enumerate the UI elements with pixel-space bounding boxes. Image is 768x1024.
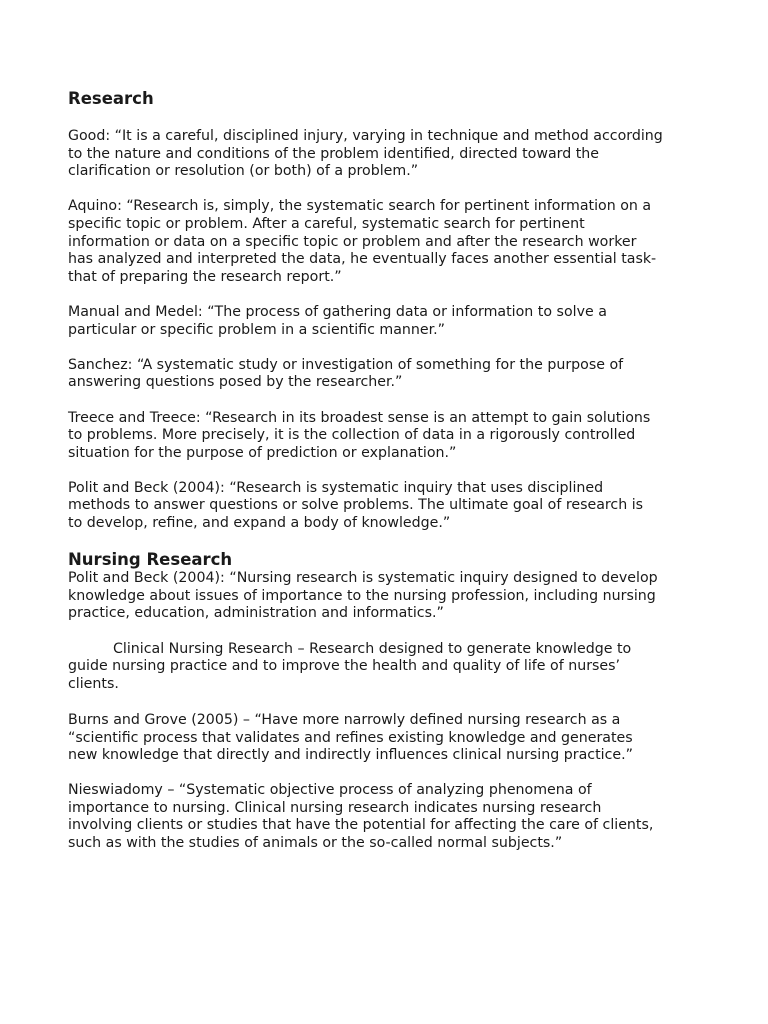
section-heading-nursing-research: Nursing Research <box>68 550 233 570</box>
definition-aquino <box>68 198 708 286</box>
text-line: has analyzed and interpreted the data, he eventually faces another essential task- <box>68 251 657 268</box>
text-line: clarification or resolution (or both) of a problem.” <box>68 163 419 180</box>
text-line: Polit and Beck (2004): “Nursing research is systematic inquiry designed to develop <box>68 570 658 587</box>
text-line: “scientific process that validates and refines existing knowledge and generates <box>68 729 633 746</box>
text-line: knowledge about issues of importance to the nursing profession, including nursing <box>68 587 656 604</box>
definition-clinical-nursing-research <box>68 641 708 694</box>
text-line: situation for the purpose of prediction or explanation.” <box>68 444 457 461</box>
section-heading-research: Research <box>68 89 154 108</box>
text-line: Sanchez: “A systematic study or investigation of something for the purpose of <box>68 356 624 373</box>
text-line: information or data on a specific topic or problem and after the research worker <box>68 233 637 250</box>
text-line: involving clients or studies that have the potential for affecting the care of clients, <box>68 817 654 834</box>
text-line: Treece and Treece: “Research in its broadest sense is an attempt to gain solutions <box>68 409 651 426</box>
text-line: Manual and Medel: “The process of gathering data or information to solve a <box>68 303 607 320</box>
text-line: clients. <box>68 675 119 692</box>
text-line: guide nursing practice and to improve the health and quality of life of nurses’ <box>68 658 621 675</box>
text-line: Aquino: “Research is, simply, the systematic search for pertinent information on a <box>68 198 652 215</box>
text-line: importance to nursing. Clinical nursing research indicates nursing research <box>68 799 602 816</box>
text-line: specific topic or problem. After a careful, systematic search for pertinent <box>68 215 585 232</box>
document-page <box>68 88 708 853</box>
definition-nieswiadomy <box>68 782 708 852</box>
text-line: to problems. More precisely, it is the collection of data in a rigorously controlled <box>68 427 636 444</box>
text-line: methods to answer questions or solve problems. The ultimate goal of research is <box>68 497 644 514</box>
text-line: answering questions posed by the researcher.” <box>68 374 403 391</box>
text-line: Polit and Beck (2004): “Research is systematic inquiry that uses disciplined <box>68 479 604 496</box>
text-line: to develop, refine, and expand a body of knowledge.” <box>68 515 451 532</box>
definition-burns-and-grove <box>68 712 708 765</box>
text-line: Burns and Grove (2005) – “Have more narrowly defined nursing research as a <box>68 711 621 728</box>
text-line: practice, education, administration and informatics.” <box>68 605 444 622</box>
definition-treece-and-treece <box>68 410 708 463</box>
text-line: Clinical Nursing Research – Research designed to generate knowledge to <box>113 640 632 657</box>
definition-nursing-polit-and-beck <box>68 570 708 623</box>
text-line: to the nature and conditions of the problem identified, directed toward the <box>68 145 600 162</box>
definition-polit-and-beck <box>68 480 708 533</box>
text-line: Good: “It is a careful, disciplined injury, varying in technique and method according <box>68 128 663 144</box>
text-line: particular or specific problem in a scientific manner.” <box>68 321 446 338</box>
text-line: new knowledge that directly and indirectly influences clinical nursing practice.” <box>68 747 633 764</box>
text-line: Nieswiadomy – “Systematic objective process of analyzing phenomena of <box>68 782 592 799</box>
text-line: such as with the studies of animals or the so-called normal subjects.” <box>68 835 563 852</box>
definition-good <box>68 128 708 181</box>
definition-manual-and-medel <box>68 304 708 339</box>
definition-sanchez <box>68 357 708 392</box>
text-line: that of preparing the research report.” <box>68 268 342 285</box>
